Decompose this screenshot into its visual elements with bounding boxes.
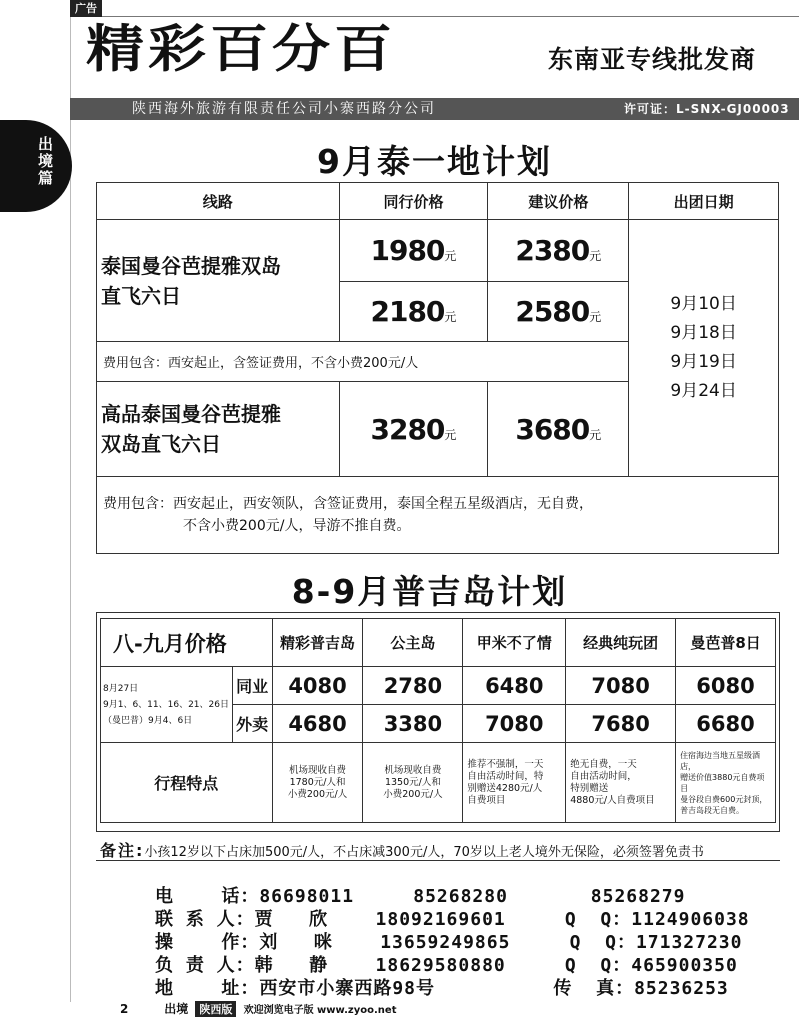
trade-price: 1980元 — [339, 220, 488, 282]
contact-line-contact: 联 系 人：贾 欣 18092169601 Q Q：1124906038 — [155, 909, 750, 930]
feature-cell: 机场现收自费 1350元/人和 小费200元/人 — [363, 743, 463, 823]
brand-slogan: 东南亚专线批发商 — [548, 45, 757, 74]
product-header: 曼芭普8日 — [676, 619, 776, 667]
dates-line: 9月1、6、11、16、21、26日 — [103, 699, 229, 710]
side-tab-char: 篇 — [38, 169, 54, 187]
table-row — [101, 667, 776, 705]
cost-includes-note — [97, 477, 779, 554]
header-route: 线路 — [97, 183, 340, 220]
table-row — [97, 220, 779, 282]
company-name: 陕西海外旅游有限责任公司小寨西路分公司 — [132, 101, 436, 117]
side-tab-char: 出 — [38, 135, 54, 153]
trade-price: 7080 — [566, 667, 676, 705]
trade-price: 3280元 — [339, 382, 488, 477]
retail-price: 2380元 — [488, 220, 629, 282]
feature-cell: 绝无自费，一天 自由活动时间， 特别赠送 4880元/人自费项目 — [566, 743, 676, 823]
product-header: 精彩普吉岛 — [272, 619, 363, 667]
license-number: 许可证：L-SNX-GJ00003 — [624, 102, 790, 116]
remark-label: 备注: — [100, 841, 145, 860]
price-corner-label: 八-九月价格 — [101, 619, 273, 667]
top-rule — [102, 16, 799, 17]
note-line: 费用包含：西安起止，西安领队，含签证费用，泰国全程五星级酒店，无自费， — [103, 496, 593, 512]
product-header: 公主岛 — [363, 619, 463, 667]
side-tab-char: 境 — [38, 152, 54, 170]
route-name — [97, 382, 340, 477]
route-name — [97, 220, 340, 342]
date-item: 9月10日 — [670, 294, 737, 314]
retail-price: 3380 — [363, 705, 463, 743]
remark-rule — [96, 860, 780, 861]
product-header: 经典纯玩团 — [566, 619, 676, 667]
page-number: 2 — [120, 1002, 129, 1016]
page-footer — [120, 1000, 397, 1017]
remark — [100, 838, 704, 861]
table-row — [97, 477, 779, 554]
trade-price: 2780 — [363, 667, 463, 705]
date-item: 9月19日 — [670, 352, 737, 372]
contact-line-phone: 电 话：86698011 85268280 85268279 — [155, 886, 686, 907]
phuket-section-title: 8-9月普吉岛计划 — [291, 572, 568, 611]
header-departure-date: 出团日期 — [629, 183, 779, 220]
route-line: 泰国曼谷芭提雅双岛 — [101, 253, 281, 278]
thailand-price-table — [96, 182, 779, 554]
note-line: 不含小费200元/人，导游不推自费。 — [183, 518, 411, 534]
contact-line-operator: 操 作：刘 咪 13659249865 Q Q：171327230 — [155, 932, 743, 953]
phuket-dates-note — [101, 667, 233, 743]
brand-title: 精彩百分百 — [86, 18, 397, 79]
retail-price: 4680 — [272, 705, 363, 743]
footer-website[interactable]: 欢迎浏览电子版 www.zyoo.net — [243, 1005, 397, 1016]
route-line: 双岛直飞六日 — [101, 432, 221, 456]
remark-text: 小孩12岁以下占床加500元/人，不占床减300元/人，70岁以上老人境外无保险，必须签署免责书 — [144, 845, 704, 860]
dates-line: （曼巴普）9月4、6日 — [103, 715, 193, 726]
table-row — [101, 743, 776, 823]
footer-logo: 陕西版 — [195, 1001, 236, 1017]
header-trade-price: 同行价格 — [339, 183, 488, 220]
table-header-row — [97, 183, 779, 220]
feature-cell: 机场现收自费 1780元/人和 小费200元/人 — [272, 743, 363, 823]
retail-price: 3680元 — [488, 382, 629, 477]
contact-line-manager: 负 责 人：韩 静 18629580880 Q Q：465900350 — [155, 955, 738, 976]
product-header: 甲米不了情 — [463, 619, 566, 667]
cost-includes-note: 费用包含：西安起止，含签证费用，不含小费200元/人 — [97, 342, 629, 382]
retail-price: 7680 — [566, 705, 676, 743]
retail-price: 2580元 — [488, 282, 629, 342]
phuket-price-table — [100, 618, 776, 823]
company-banner — [70, 98, 799, 120]
retail-price: 6680 — [676, 705, 776, 743]
trade-price: 2180元 — [339, 282, 488, 342]
date-item: 9月24日 — [670, 381, 737, 401]
trade-price: 6080 — [676, 667, 776, 705]
table-header-row — [101, 619, 776, 667]
features-label: 行程特点 — [101, 743, 273, 823]
thailand-section-title: 9月泰一地计划 — [317, 142, 552, 181]
trade-price: 4080 — [272, 667, 363, 705]
retail-label: 外卖 — [232, 705, 272, 743]
retail-price: 7080 — [463, 705, 566, 743]
trade-price: 6480 — [463, 667, 566, 705]
trade-label: 同业 — [232, 667, 272, 705]
feature-cell: 住宿海边当地五星级酒店， 赠送价值3880元自费项目 曼谷段自费600元封顶， 普吉岛段无自费。 — [676, 743, 776, 823]
header-retail-price: 建议价格 — [488, 183, 629, 220]
departure-dates — [629, 220, 779, 477]
dates-line: 8月27日 — [103, 683, 139, 694]
ad-tag: 广告 — [70, 0, 102, 17]
feature-cell: 推荐不强制，一天 自由活动时间，特 别赠送4280元/人 自费项目 — [463, 743, 566, 823]
contact-line-address: 地 址：西安市小寨西路98号 传 真：85236253 — [155, 978, 729, 999]
footer-section: 出境 — [164, 1002, 189, 1016]
date-item: 9月18日 — [670, 323, 737, 343]
route-line: 直飞六日 — [101, 283, 181, 308]
route-line: 高品泰国曼谷芭提雅 — [101, 402, 281, 426]
